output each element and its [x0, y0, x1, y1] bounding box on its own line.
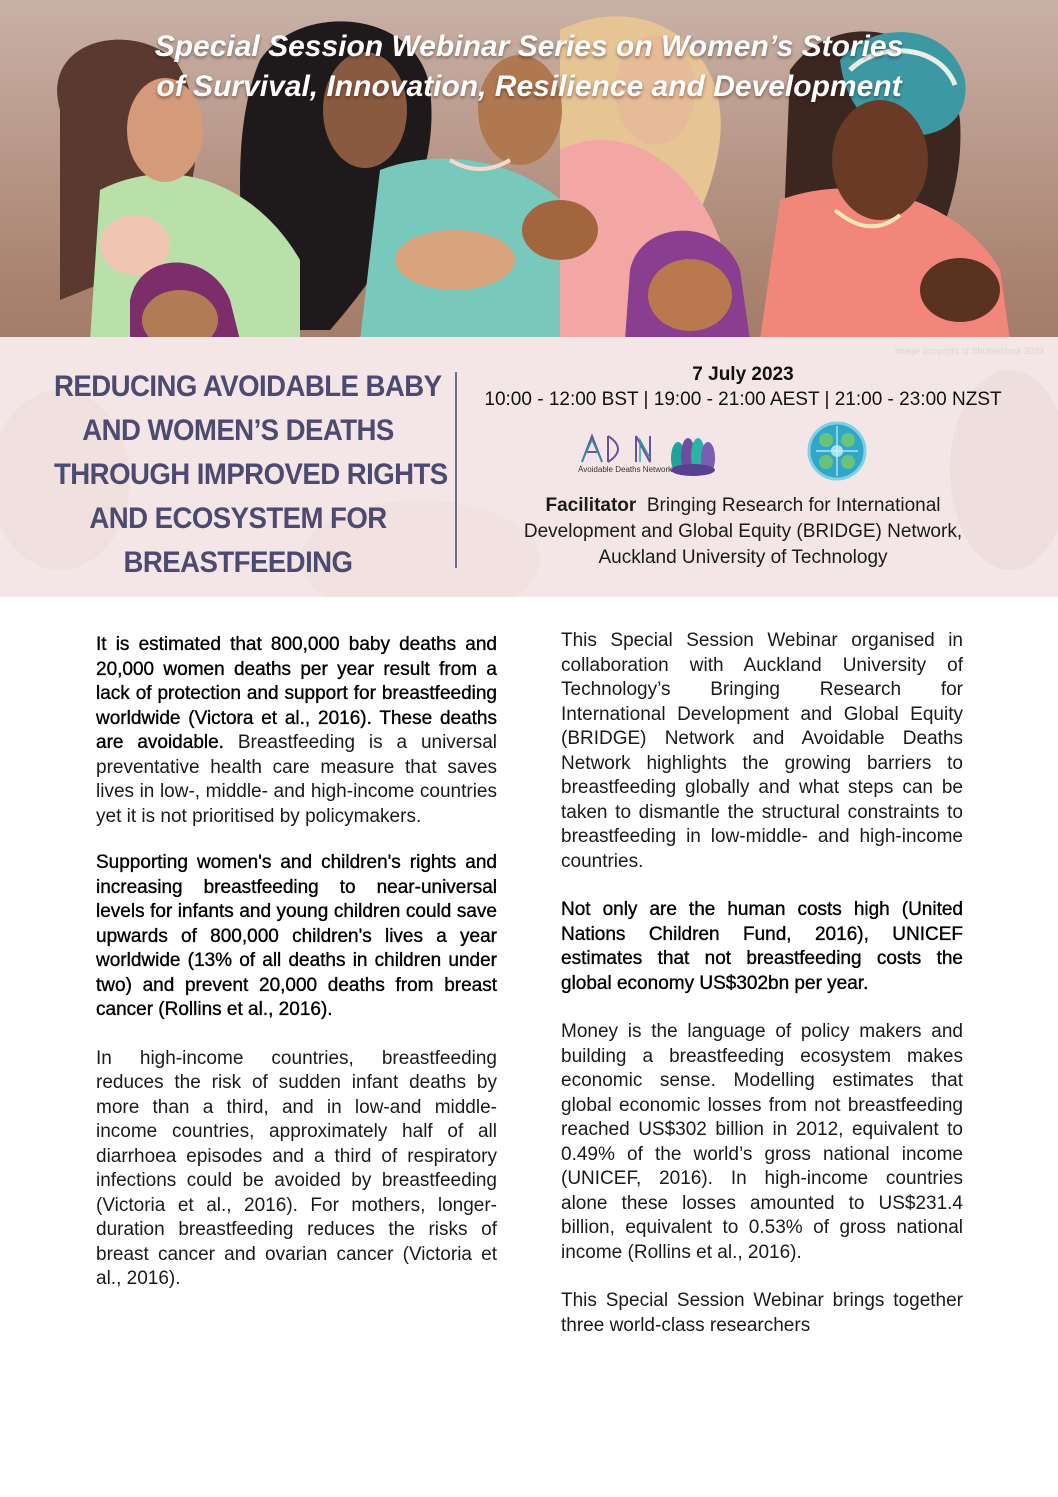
left-column [96, 633, 497, 1292]
left-paragraph-1-emphasis: It is estimated that 800,000 baby deaths and 20,000 women deaths per year result from a lack of protection and support for breastfeeding worldwide (Victora et al., 2016). These deaths are avoidable. [96, 634, 497, 753]
session-heading-line-5: BREASTFEEDING [123, 546, 353, 579]
adn-logo-caption: Avoidable Deaths Network [578, 465, 673, 474]
right-paragraph-1: This Special Session Webinar organised in collaboration with Auckland University of Technology’s Bringing Research for International Development and Global Equity (BRIDGE) Network and Avoidable Deaths Network highlights the growing barriers to breastfeeding globally and what steps can be taken to dismantle the structural constraints to breastfeeding in low-middle- and high-income countries. [561, 630, 963, 872]
facilitator-line-1: Bringing Research for International [646, 495, 941, 516]
hero-banner [0, 0, 1058, 597]
session-heading-line-1: REDUCING AVOIDABLE BABY [54, 370, 442, 403]
bridge-network-globe-logo [804, 420, 870, 482]
vertical-divider [455, 372, 457, 568]
left-paragraph-2: Supporting women's and children's rights and increasing breastfeeding to near-universal levels for infants and young children could save upwards of 800,000 children's lives a year worldwide (13% of all deaths in children under two) and prevent 20,000 deaths from breast cancer (Rollins et al., 2016). [96, 852, 497, 1020]
series-title-line-2: of Survival, Innovation, Resilience and Development [156, 70, 902, 103]
session-heading-line-2: AND WOMEN’S DEATHS [82, 414, 394, 447]
left-paragraph-1-rest: Breastfeeding is a universal preventative health care measure that saves lives in low-, middle- and high-income countries yet it is not prioritised by policymakers. [96, 732, 497, 827]
facilitator-label: Facilitator [545, 495, 637, 516]
session-heading-line-3: THROUGH IMPROVED RIGHTS [54, 458, 448, 491]
series-title [0, 27, 1058, 107]
facilitator-info [478, 493, 1008, 571]
facilitator-line-2: Development and Global Equity (BRIDGE) Network, [523, 521, 963, 542]
right-paragraph-4: This Special Session Webinar brings together three world-class researchers [561, 1290, 963, 1336]
facilitator-line-3: Auckland University of Technology [598, 547, 888, 568]
left-paragraph-3: In high-income countries, breastfeeding reduces the risk of sudden infant deaths by more than a third, and in low-and middle-income countries, approximately half of all diarrhoea episodes and a third of respiratory infections could be avoided by breastfeeding (Victoria et al., 2016). For mothers, longer-duration breastfeeding reduces the risks of breast cancer and ovarian cancer (Victoria et al., 2016). [96, 1047, 497, 1289]
right-paragraph-3: Money is the language of policy makers and building a breastfeeding ecosystem makes economic sense. Modelling estimates that global economic losses from not breastfeeding reached US$302 billion in 2012, equivalent to 0.49% of the world’s gross national income (UNICEF, 2016). In high-income countries alone these losses amounted to US$231.4 billion, equivalent to 0.53% of gross national income (Rollins et al., 2016). [561, 1021, 963, 1263]
event-date: 7 July 2023 [692, 364, 794, 385]
image-credit: Image copyright of Shutterstock 2023 [894, 346, 1044, 356]
event-times: 10:00 - 12:00 BST | 19:00 - 21:00 AEST | 21:00 - 23:00 NZST [484, 389, 1002, 410]
right-column [561, 629, 963, 1338]
right-paragraph-2: Not only are the human costs high (United Nations Children Fund, 2016), UNICEF estimates that not breastfeeding costs the global economy US$302bn per year. [561, 899, 963, 994]
session-heading-line-4: AND ECOSYSTEM FOR [89, 502, 387, 535]
left-paragraph-1 [96, 633, 497, 829]
session-heading [54, 365, 448, 585]
series-title-line-1: Special Session Webinar Series on Women’s Stories [154, 30, 904, 63]
